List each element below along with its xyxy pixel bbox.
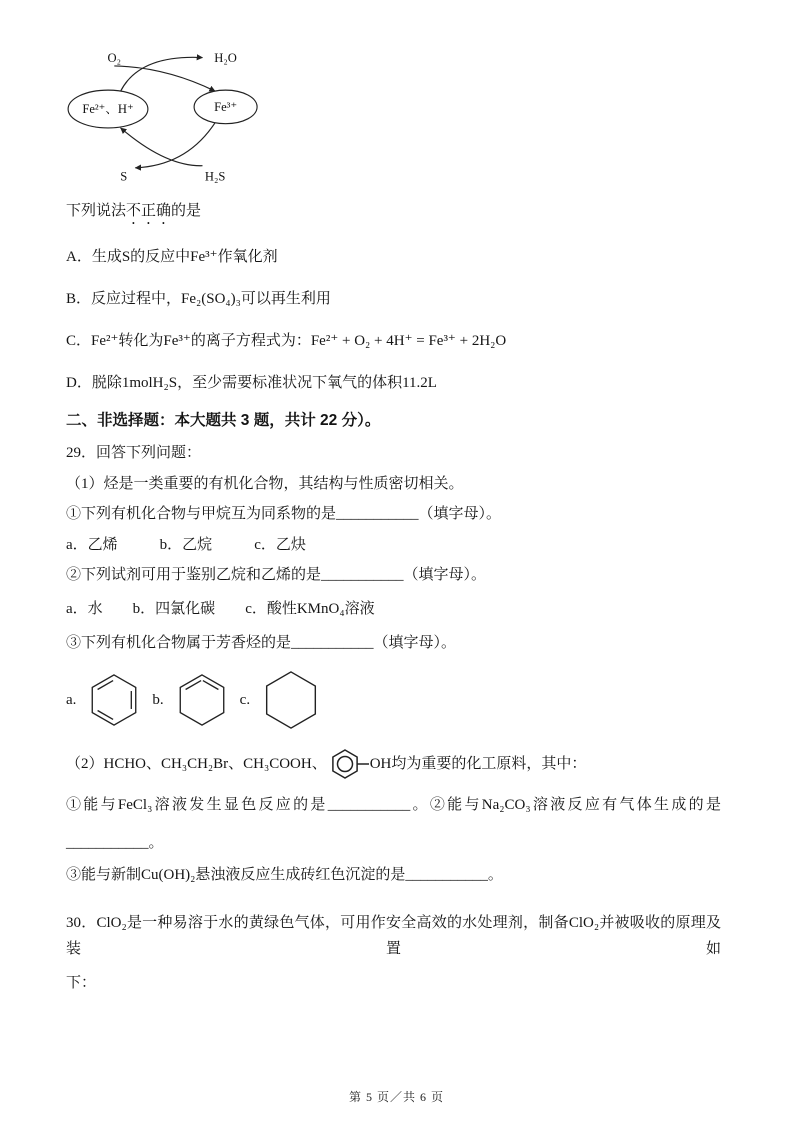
structure-label-b: b. — [152, 692, 164, 708]
q28-option-c: C．Fe²⁺转化为Fe³⁺的离子方程式为：Fe²⁺ + O₂ + 4H⁺ = Fe³⁺ + 2H₂O — [66, 333, 507, 349]
h2o-label: H₂O — [214, 50, 237, 65]
q29-1-q2-option-c: c．酸性KMnO₄溶液 — [245, 601, 375, 617]
q29-2-q1q2: ①能与FeCl₃溶液发生显色反应的是___________。②能与Na₂CO₃溶液反应有气体生成的是 — [66, 797, 721, 813]
q29-part1-intro: （1）烃是一类重要的有机化合物，其结构与性质密切相关。 — [66, 476, 464, 492]
q29-part2-intro — [66, 746, 721, 782]
arrow-from-h2s — [121, 128, 203, 166]
q29-1-q1-option-c: c．乙炔 — [254, 537, 306, 553]
o2-label: O₂ — [107, 50, 122, 65]
q29-2-intro-prefix: （2）HCHO、CH₃CH₂Br、CH₃COOH、 — [66, 756, 327, 772]
benzene-structure — [88, 672, 140, 728]
section-2-header: 二、非选择题：本大题共 3 题，共计 22 分）。 — [66, 412, 381, 429]
q29-1-q2: ②下列试剂可用于鉴别乙烷和乙烯的是___________（填字母）。 — [66, 567, 487, 583]
benzene-ring — [93, 675, 136, 725]
arrow-to-h2o — [121, 57, 203, 91]
fe2-label: Fe²⁺、H⁺ — [82, 102, 134, 117]
q29-number: 29．回答下列问题： — [66, 445, 202, 461]
cyclohexadiene-structure — [176, 672, 228, 728]
phenol-oh-label: OH — [369, 756, 392, 772]
structure-label-c: c. — [239, 692, 251, 708]
q28-stem-suffix: 的是 — [171, 203, 202, 219]
q28-stem-prefix: 下列说法 — [66, 203, 127, 219]
page-footer: 第 5 页／共 6 页 — [348, 1090, 444, 1104]
fe3-label: Fe³⁺ — [214, 100, 238, 115]
cyclohexane-structure — [262, 669, 320, 731]
q29-1-q2-option-b: b．四氯化碳 — [132, 601, 216, 617]
benzene-double-bond-lower-left — [98, 710, 114, 719]
cyclohexane-ring — [267, 672, 316, 728]
reaction-cycle-diagram — [66, 48, 276, 190]
q30-line1: 30．ClO₂是一种易溶于水的黄绿色气体，可用作安全高效的水处理剂，制备ClO₂并被吸收的原理及装置如 — [66, 915, 721, 957]
q29-1-q1: ①下列有机化合物与甲烷互为同系物的是___________（填字母）。 — [66, 506, 502, 522]
diene-double-bond-right — [203, 681, 219, 690]
h2s-label: H₂S — [204, 169, 226, 184]
q29-1-q1-option-b: b．乙烷 — [159, 537, 213, 553]
cyclohexadiene-ring — [180, 675, 223, 725]
q29-1-q3-structures — [66, 664, 721, 736]
structure-label-a: a. — [66, 692, 77, 708]
q29-1-q2-option-a: a．水 — [66, 601, 103, 617]
q28-stem-emphasis: 不正确 — [126, 203, 172, 219]
q29-1-q3: ③下列有机化合物属于芳香烃的是___________（填字母）。 — [66, 635, 457, 651]
q28-stem — [66, 198, 721, 228]
q30-line2: 下： — [66, 975, 97, 991]
q28-option-b: B．反应过程中，Fe₂(SO₄)₃可以再生利用 — [66, 291, 331, 307]
q28-option-a: A．生成S的反应中Fe³⁺作氧化剂 — [66, 249, 278, 265]
q29-1-q2-options — [66, 596, 721, 622]
q29-1-q1-options — [66, 532, 721, 558]
phenol-aromatic-circle — [337, 757, 352, 772]
benzene-double-bond-upper-left — [98, 681, 114, 690]
q29-2-q2-blank: ___________。 — [66, 835, 164, 851]
phenol-structure — [329, 746, 371, 782]
q28-option-d: D．脱除1molH₂S，至少需要标准状况下氧气的体积11.2L — [66, 375, 437, 391]
diene-double-bond-left — [185, 681, 201, 690]
q29-2-q3: ③能与新制Cu(OH)₂悬浊液反应生成砖红色沉淀的是___________。 — [66, 867, 503, 883]
s-label: S — [120, 169, 128, 184]
q29-2-intro-suffix: 均为重要的化工原料，其中： — [391, 756, 587, 772]
q29-1-q1-option-a: a．乙烯 — [66, 537, 118, 553]
phenol-ring — [333, 750, 357, 778]
